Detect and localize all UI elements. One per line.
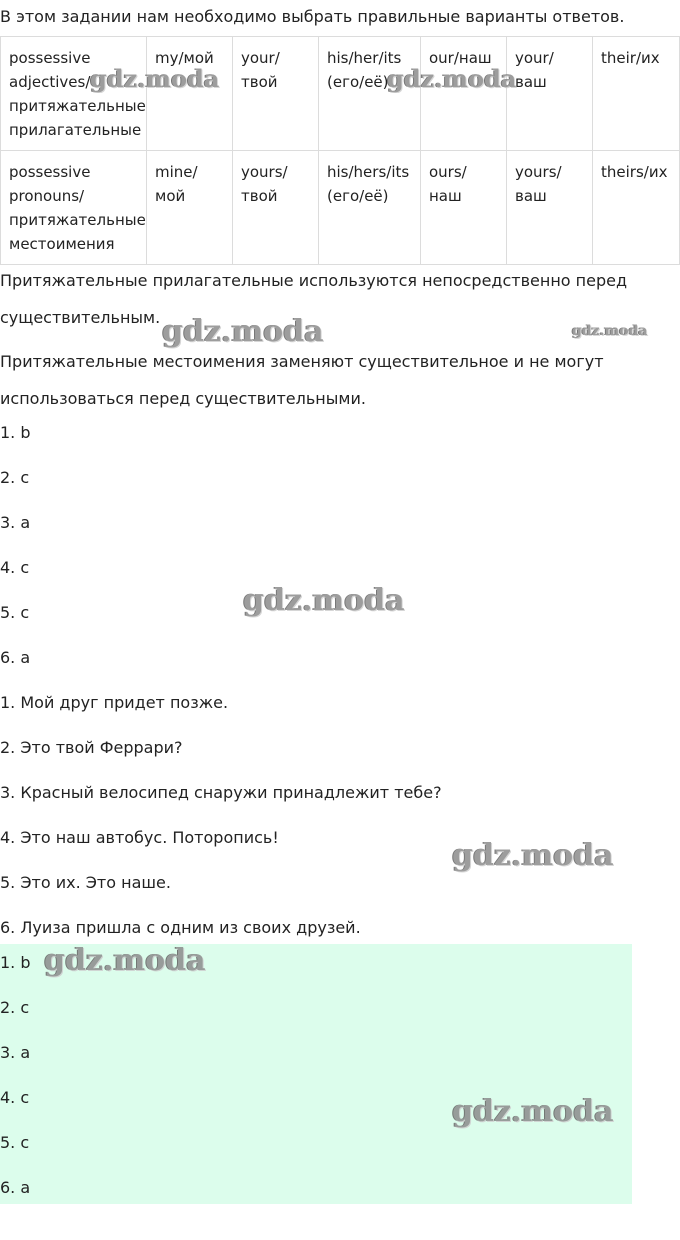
table-cell: possessive adjectives/ притяжательные прилагательные: [1, 37, 147, 151]
table-cell: your/ ваш: [507, 37, 593, 151]
watermark: gdz.moda: [44, 943, 206, 978]
highlighted-answer-item: 4. c: [0, 1088, 30, 1107]
translation-item: 3. Красный велосипед снаружи принадлежит тебе?: [0, 783, 442, 802]
watermark: gdz.moda: [452, 1094, 614, 1129]
answer-item: 6. a: [0, 648, 31, 667]
translation-item: 4. Это наш автобус. Поторопись!: [0, 828, 279, 847]
table-row: [1, 151, 680, 265]
translation-item: 6. Луиза пришла с одним из своих друзей.: [0, 918, 361, 937]
translation-item: 2. Это твой Феррари?: [0, 738, 183, 757]
answer-item: 1. b: [0, 423, 31, 442]
answer-item: 5. c: [0, 603, 30, 622]
translation-item: 5. Это их. Это наше.: [0, 873, 171, 892]
table-cell: yours/ ваш: [507, 151, 593, 265]
paragraph-adjectives: Притяжательные прилагательные используются непосредственно перед существительным.: [0, 271, 628, 327]
table-row: [1, 37, 680, 151]
watermark: gdz.moda: [90, 64, 220, 93]
table-cell: his/her/its (его/её): [319, 37, 421, 151]
answer-item: 4. c: [0, 558, 30, 577]
table-cell: yours/ твой: [233, 151, 319, 265]
highlighted-answer-item: 5. c: [0, 1133, 30, 1152]
highlighted-answer-box: [0, 944, 632, 1204]
table-cell: our/наш: [421, 37, 507, 151]
intro-text: В этом задании нам необходимо выбрать правильные варианты ответов.: [0, 7, 625, 26]
answer-item: 3. a: [0, 513, 31, 532]
table-cell: my/мой: [147, 37, 233, 151]
translation-item: 1. Мой друг придет позже.: [0, 693, 229, 712]
table-cell: their/их: [593, 37, 680, 151]
highlighted-answer-item: 3. a: [0, 1043, 31, 1062]
table-cell: your/ твой: [233, 37, 319, 151]
watermark: gdz.moda: [162, 314, 324, 349]
highlighted-answer-item: 6. a: [0, 1178, 31, 1197]
highlighted-answer-item: 2. c: [0, 998, 30, 1017]
table-cell: theirs/их: [593, 151, 680, 265]
watermark: gdz.moda: [452, 838, 614, 873]
highlighted-answer-item: 1. b: [0, 953, 31, 972]
watermark: gdz.moda: [243, 583, 405, 618]
watermark: gdz.moda: [572, 323, 648, 339]
answer-item: 2. c: [0, 468, 30, 487]
table-cell: ours/ наш: [421, 151, 507, 265]
watermark: gdz.moda: [387, 64, 517, 93]
table-cell: mine/ мой: [147, 151, 233, 265]
paragraph-pronouns: Притяжательные местоимения заменяют существительное и не могут использоваться перед существительными.: [0, 352, 604, 408]
table-cell: possessive pronouns/ притяжательные местоимения: [1, 151, 147, 265]
table-cell: his/hers/its (его/её): [319, 151, 421, 265]
